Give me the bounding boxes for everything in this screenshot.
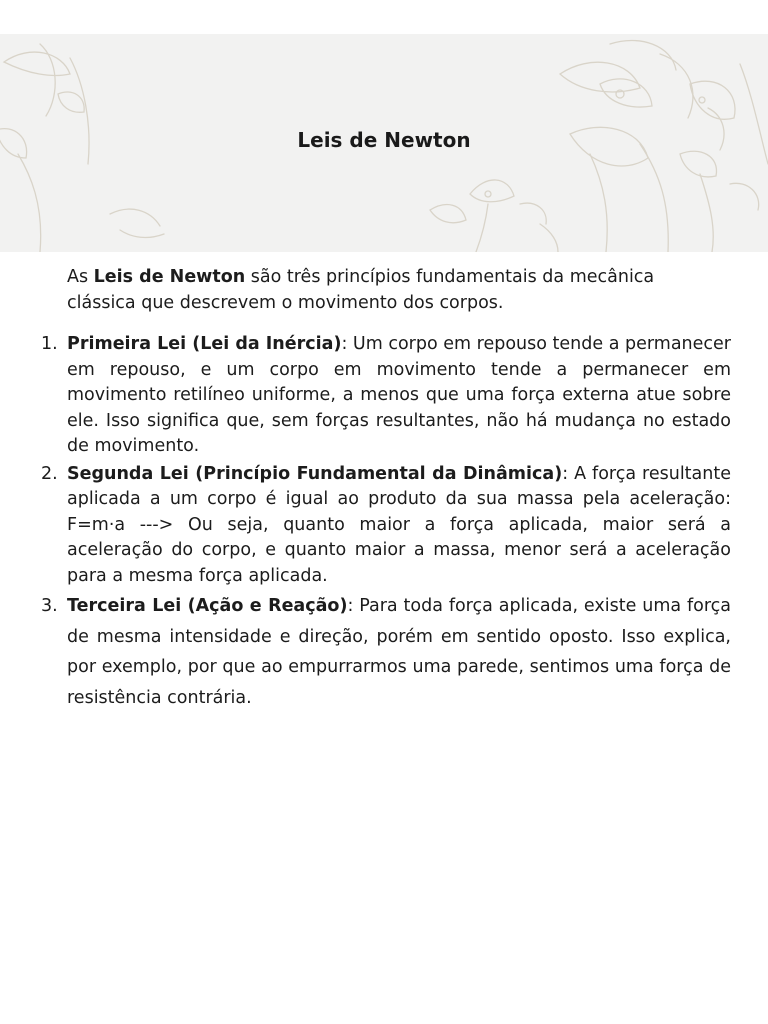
laws-list xyxy=(0,332,768,713)
document-title: Leis de Newton xyxy=(297,128,471,152)
list-number: 1. xyxy=(41,334,58,354)
intro-text: são três princípios fundamentais da mecânica clássica que descrevem o movimento dos corpos. xyxy=(67,267,655,313)
header-banner xyxy=(0,34,768,252)
intro-bold-term: Leis de Newton xyxy=(93,267,246,287)
intro-paragraph xyxy=(67,264,728,316)
list-item-second-law xyxy=(41,462,731,590)
intro-prefix: As xyxy=(67,267,94,287)
law-text: : Para toda força aplicada, existe uma força de mesma intensidade e direção, porém em sentido oposto. Isso explica, por exemplo, por que ao empurrarmos uma parede, sentimos uma força de resistência contrária. xyxy=(67,596,731,708)
list-item-first-law xyxy=(41,332,731,460)
law-title: Primeira Lei (Lei da Inércia) xyxy=(67,334,342,354)
document-body xyxy=(0,264,768,715)
law-text: : Um corpo em repouso tende a permanecer em repouso, e um corpo em movimento tende a permanecer em movimento retilíneo uniforme, a menos que uma força externa atue sobre ele. Isso significa que, sem forças resultantes, não há mudança no estado de movimento. xyxy=(67,334,731,456)
list-number: 3. xyxy=(41,596,58,616)
law-text: : A força resultante aplicada a um corpo é igual ao produto da sua massa pela aceleração: F=m⋅a ---> Ou seja, quanto maior a força aplicada, maior será a aceleração do corpo, e quanto maior a massa, menor será a aceleração para a mesma força aplicada. xyxy=(67,463,731,586)
law-title: Segunda Lei (Princípio Fundamental da Dinâmica) xyxy=(67,463,563,484)
list-item-third-law xyxy=(41,591,731,713)
page-top-margin xyxy=(0,0,768,34)
law-title: Terceira Lei (Ação e Reação) xyxy=(67,596,348,616)
list-number: 2. xyxy=(41,463,58,484)
